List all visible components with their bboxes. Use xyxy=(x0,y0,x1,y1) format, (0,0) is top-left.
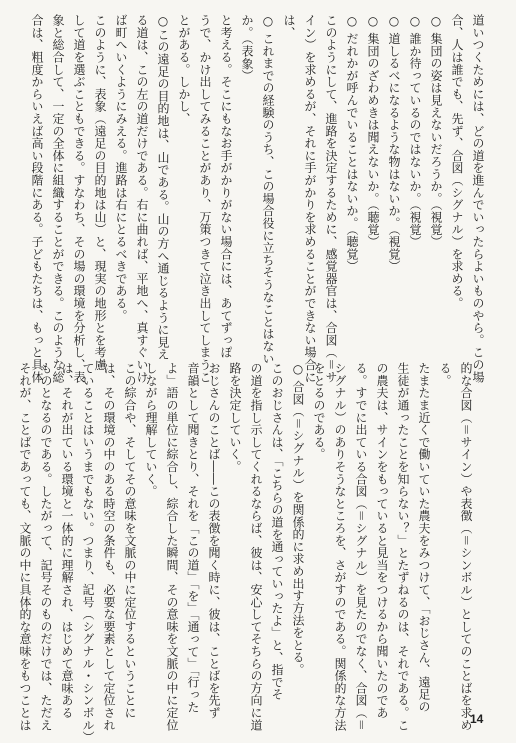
text-line: ば町へいくようにみえる。進路は右にとるべきである。 xyxy=(114,14,128,322)
text-line: よ」語の単位に綜合し、綜合した瞬間、その意味を文脈の中に定位 xyxy=(165,362,179,731)
text-line: しながら理解していく。 xyxy=(144,362,158,498)
text-line: 合は、粗度からいえば高い段階にある。子どもたちは、もっと具体 xyxy=(30,14,44,383)
text-line: このように、表象（遠足の目的地は山）と、現実の地形とを考慮 xyxy=(93,14,107,371)
upper-text-block xyxy=(30,14,488,383)
page-number: 14 xyxy=(470,712,484,726)
text-line: とがある。しかし、 xyxy=(177,14,191,125)
text-line: の道を指し示してくれるならば、彼は、安心してそちらの方向に道 xyxy=(249,362,263,731)
text-line: ○この遠足の目的地は、山である。山の方へ通じるように見え xyxy=(156,14,170,361)
text-line: ○ 集団の姿は見えないだろうか。（視覚） xyxy=(429,14,443,248)
text-line: 音韻として聞きとり、それを「この道」「を」「通って」「行った xyxy=(186,362,200,713)
text-line: は、それが出ている環境と一体的に理解され、はじめて意味ある xyxy=(60,362,74,719)
text-line: は、その環境の中のある時空の条件も、必要な要素として定位され xyxy=(102,362,116,731)
text-line: 生徒が通ったことを知らない？」とたずねるのは、それである。こ xyxy=(396,362,410,731)
text-line: ○ 集団のざわめきは聞えないか。（聴覚） xyxy=(366,14,380,248)
text-line: たまたま近くで働いていた農夫をみつけて、「おじさん、遠足の xyxy=(417,362,431,713)
text-line: シグナル）のありそうなところを、さがすのである。関係的な方法 xyxy=(333,362,347,731)
text-line: うで、かけ出してみることがあり、万策つきて泣き出してしまうこ xyxy=(198,14,212,383)
text-line: は、 xyxy=(282,14,296,39)
text-line: ○ だれかが呼んでいることはないか。（聴覚） xyxy=(345,14,359,273)
text-line: ていることはいうまでもない。つまり、記号（シグナル・シンボル） xyxy=(81,362,95,743)
text-line: 象と総合して、一定の全体に組織することができる。このような総 xyxy=(51,14,65,383)
text-line: この綜合や、そしてその意味を文脈の中に定位するということに xyxy=(123,362,137,719)
text-line: をとるのである。 xyxy=(312,362,326,461)
text-line: か。（表象） xyxy=(240,14,254,82)
text-line: 合、人は誰でも、先ず、合図（シグナル）を求める。 xyxy=(450,14,464,310)
text-line: おじさんのことば――この表徴を聞く時に、彼は、ことばを先ず xyxy=(207,362,221,719)
text-line: 的な合図（＝サイン）や表徴（＝シンボル）としてのことばを求め xyxy=(459,362,473,731)
text-line: ○ 道しるべになるような物はないか。（視覚） xyxy=(387,14,401,273)
text-line: の農夫は、サインをもっていると見当をつけるから聞いたのであ xyxy=(375,362,389,719)
text-line: このようにして、進路を決定するために、感覚器官は、合図（＝サ xyxy=(324,14,338,383)
text-line: る。すでに出ている合図（＝シグナル）を見たのでなく、合図（＝ xyxy=(354,362,368,731)
text-line: イン）を求めるが、それに手がかりを求めることができない場合に xyxy=(303,14,317,383)
text-line: ○ 合図（＝シグナル）を関係的に求め出す方法をとる。 xyxy=(291,362,305,676)
text-line: それが、ことばであっても、文脈の中に具体的な意味をもつことは xyxy=(18,362,32,731)
text-line: して道を選ぶこともできる。すなわち、その場の環境を分析し、表 xyxy=(72,14,86,383)
text-line: と考える。そこにもなお手がかりがない場合には、あてずっぽ xyxy=(219,14,233,359)
text-line: ○ これまでの経験のうち、この場合役に立ちそうなことはない xyxy=(261,14,275,365)
text-line: る。 xyxy=(438,362,452,387)
text-line: ○ 誰か待っているのではないか。（視覚） xyxy=(408,14,422,248)
text-line: 路を決定していく。 xyxy=(228,362,242,473)
text-line: このおじさんは、「こちらの道を通っていったよ」と、指でそ xyxy=(270,362,284,701)
lower-text-block xyxy=(18,362,476,743)
text-line: る道は、この左の道だけである。右に曲れば、平地へ、真すぐいけ xyxy=(135,14,149,383)
text-line: ものとなるのである。したがって、記号そのものだけでは、ただえ xyxy=(39,362,53,731)
text-line: 道いつくためには、どの道を進んでいったらよいものやら。この場 xyxy=(471,14,485,383)
